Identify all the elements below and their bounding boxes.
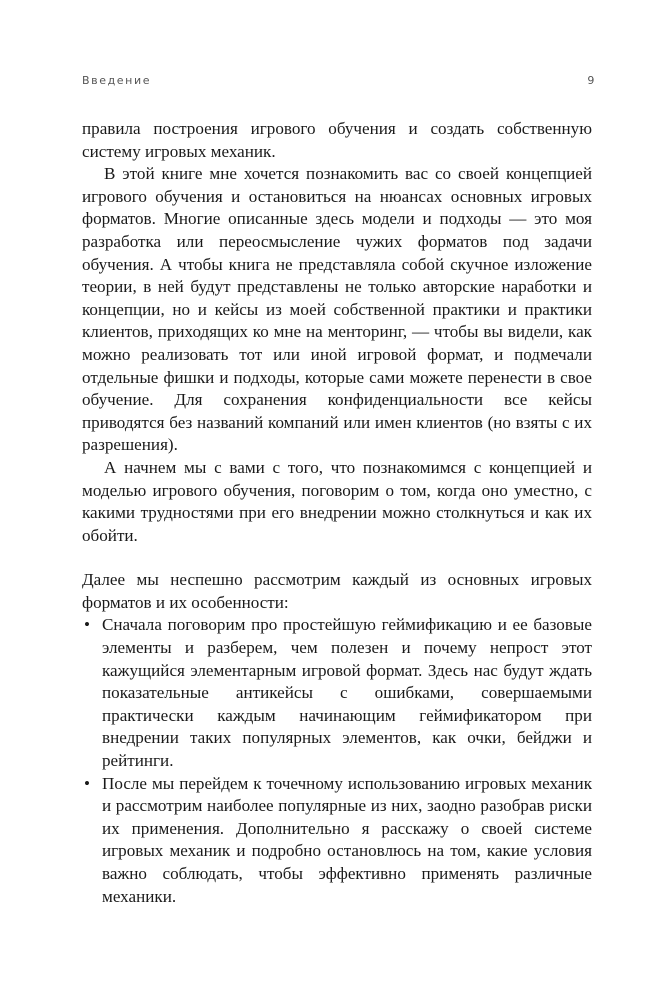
bullet-icon: •	[84, 773, 90, 793]
section-title: Введение	[82, 74, 152, 87]
running-head	[82, 74, 596, 87]
page-number: 9	[587, 74, 596, 87]
paragraph: А начнем мы с вами с того, что познакомимся с концепцией и моделью игрового обучения, поговорим о том, когда оно уместно, с какими трудностями при его внедрении можно столкнуться и как их обойти.	[82, 457, 592, 545]
paragraph: В этой книге мне хочется познакомить вас со своей концепцией игрового обучения и остановиться на нюансах основных игровых форматов. Многие описанные здесь модели и подходы — это моя разработка или переосмысление чужих форматов под задачи обучения. А чтобы книга не представляла собой скучное изложение теории, в ней будут представлены не только авторские наработки и концепции, но и кейсы из моей собственной практики и практики клиентов, приходящих ко мне на менторинг, — чтобы вы видели, как можно реализовать тот или иной игровой формат, и подмечали отдельные фишки и подходы, которые сами можете перенести в свое обучение. Для сохранения конфиденциальности все кейсы приводятся без названий компаний или имен клиентов (но взяты с их разрешения).	[82, 164, 592, 455]
paragraph-continuation: правила построения игрового обучения и создать собственную систему игровых механик.	[82, 119, 592, 161]
format-list	[82, 614, 592, 908]
list-intro: Далее мы неспешно рассмотрим каждый из основных игровых форматов и их особенности:	[82, 570, 592, 612]
bullet-icon: •	[84, 615, 90, 635]
list-item-text: После мы перейдем к точечному использованию игровых механик и рассмотрим наиболее популярные из них, заодно разобрав риски их применения. Дополнительно я расскажу о своей системе игровых механик и подробно остановлюсь на том, какие условия важно соблюдать, чтобы эффективно применять различные механики.	[102, 773, 592, 906]
body-text	[82, 118, 592, 908]
list-item-text: Сначала поговорим про простейшую геймификацию и ее базовые элементы и разберем, чем полезен и почему непрост этот кажущийся элементарным игровой формат. Здесь нас будут ждать показательные антикейсы с ошибками, совершаемыми практически каждым начинающим геймификатором при внедрении таких популярных элементов, как очки, бейджи и рейтинги.	[102, 615, 592, 771]
list-item	[82, 614, 592, 772]
list-item	[82, 773, 592, 909]
